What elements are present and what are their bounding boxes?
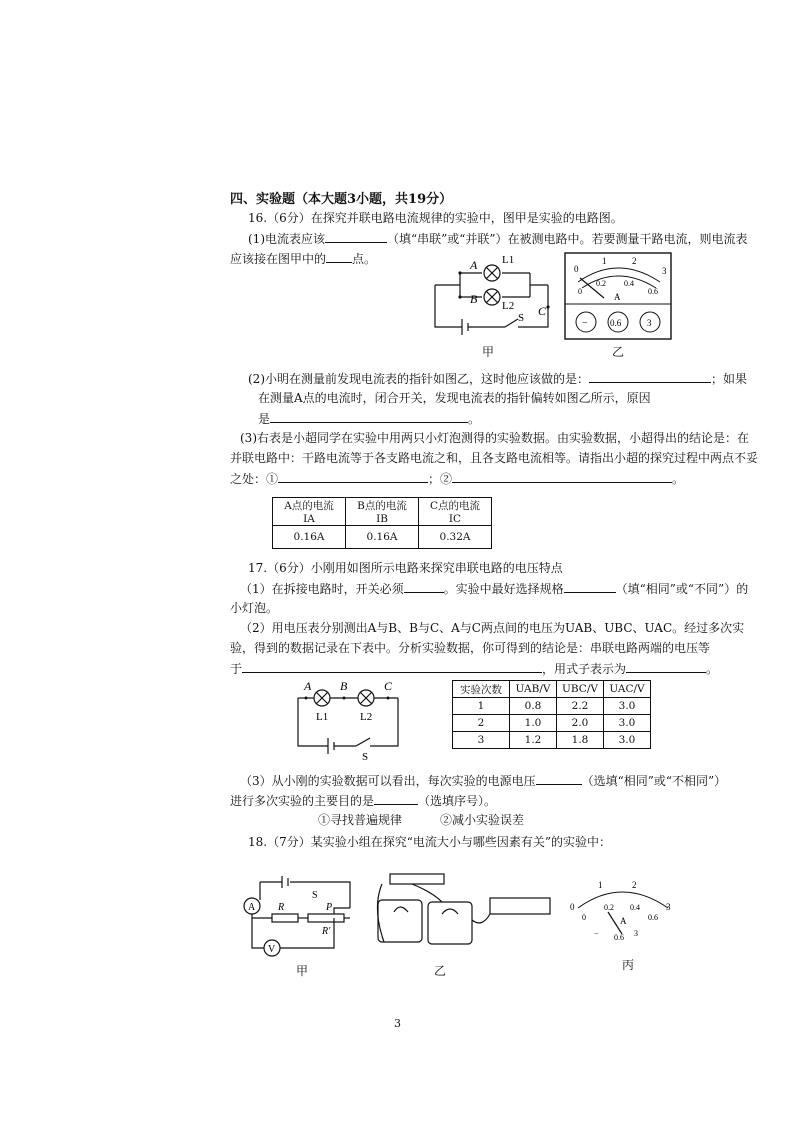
q17-option-2: ②减小实验误差 xyxy=(440,813,525,827)
q17-blank-4[interactable] xyxy=(626,660,706,673)
ammeter-bottom-3: 0.6 xyxy=(648,287,658,296)
q17-label-a: A xyxy=(304,679,312,693)
table-header-row xyxy=(273,498,492,526)
table-header-cell: UAC/V xyxy=(604,681,651,698)
table-cell: 2.2 xyxy=(557,698,604,715)
table-cell: 0.16A xyxy=(273,526,346,549)
table-cell: 3 xyxy=(453,732,510,749)
meter-bottom-0: 0 xyxy=(582,913,586,922)
q16-blank-5[interactable] xyxy=(278,470,428,483)
q18-physical-setup-diagram xyxy=(372,868,562,956)
table-cell: 2 xyxy=(453,715,510,732)
table-row xyxy=(453,732,651,749)
q17-data-table xyxy=(452,680,651,749)
ammeter-bottom-0: 0 xyxy=(578,287,582,296)
q17-option-1: ①寻找普遍规律 xyxy=(318,813,403,827)
section-title: 四、实验题（本大题3小题，共19分） xyxy=(230,192,453,207)
ammeter-top-1: 1 xyxy=(602,256,607,266)
meter-top-3: 3 xyxy=(666,902,671,912)
q16-part1-cont: 应该接在图甲中的 点。 xyxy=(230,252,377,266)
q16-fig-yi-caption: 乙 xyxy=(612,345,625,359)
ammeter-bottom-1: 0.2 xyxy=(596,279,606,288)
table-cell: 1.0 xyxy=(510,715,557,732)
q18-resistor-label: R xyxy=(278,902,285,913)
table-cell: 2.0 xyxy=(557,715,604,732)
meter-terminal-3: 3 xyxy=(634,929,638,938)
q17-part2: （2）用电压表分别测出A与B、B与C、A与C两点间的电压为UAB、UBC、UAC。经过多次实 xyxy=(240,621,745,635)
table-header-cell: C点的电流 IC xyxy=(419,498,492,526)
q17-blank-2[interactable] xyxy=(564,580,616,593)
meter-top-2: 2 xyxy=(632,880,637,890)
meter-bottom-1: 0.2 xyxy=(604,903,614,912)
q18-meter-diagram xyxy=(568,874,678,944)
q17-part1: （1）在拆接电路时，开关必须 。实验中最好选择规格 （填“相同”或“不同”）的 xyxy=(240,582,749,596)
q16-blank-4[interactable] xyxy=(270,410,468,423)
q18-fig-yi-caption: 乙 xyxy=(434,964,447,978)
q17-intro: 17.（6分）小刚用如图所示电路来探究串联电路的电压特点 xyxy=(248,561,563,575)
q16-part2-reason: 是 。 xyxy=(258,412,481,426)
q18-ammeter-label: A xyxy=(248,902,256,913)
ammeter-top-2: 2 xyxy=(632,256,637,266)
table-row xyxy=(453,715,651,732)
ammeter-top-0: 0 xyxy=(574,264,579,274)
table-header-cell: 实验次数 xyxy=(453,681,510,698)
q17-blank-5[interactable] xyxy=(536,772,582,785)
table-cell: 1.8 xyxy=(557,732,604,749)
q16-fig-jia-caption: 甲 xyxy=(482,345,495,359)
q18-intro: 18.（7分）某实验小组在探究“电流大小与哪些因素有关”的实验中： xyxy=(248,835,611,849)
meter-top-0: 0 xyxy=(570,902,575,912)
q18-rheostat-label: R′ xyxy=(322,926,331,937)
meter-terminal-neg: − xyxy=(594,929,599,938)
meter-bottom-3: 0.6 xyxy=(648,913,658,922)
q16-intro: 16.（6分）在探究并联电路电流规律的实验中，图甲是实验的电路图。 xyxy=(248,211,623,225)
q17-label-s: S xyxy=(362,751,369,763)
table-cell: 0.32A xyxy=(419,526,492,549)
q18-switch-label: S xyxy=(312,890,318,901)
q16-label-b: B xyxy=(470,292,478,306)
q17-part1-cont: 小灯泡。 xyxy=(230,601,279,615)
q16-blank-3[interactable] xyxy=(589,370,711,383)
table-cell: 0.16A xyxy=(346,526,419,549)
q16-blank-6[interactable] xyxy=(452,470,672,483)
q17-blank-3[interactable] xyxy=(242,660,542,673)
q16-label-c: C xyxy=(538,304,547,318)
ammeter-terminal-06: 0.6 xyxy=(610,318,622,328)
table-cell: 1 xyxy=(453,698,510,715)
table-cell: 1.2 xyxy=(510,732,557,749)
q18-fig-jia-caption: 甲 xyxy=(296,964,309,978)
q16-label-l2: L2 xyxy=(502,300,515,312)
q16-circuit-diagram xyxy=(430,255,560,335)
table-cell: 3.0 xyxy=(604,698,651,715)
q16-blank-1[interactable] xyxy=(325,230,387,243)
ammeter-terminal-neg: − xyxy=(582,318,588,329)
q16-part3: (3)右表是小超同学在实验中用两只小灯泡测得的实验数据。由实验数据，小超得出的结论是：在 xyxy=(240,431,750,445)
q18-fig-bing-caption: 丙 xyxy=(622,958,635,972)
q16-part3-cont: 并联电路中：干路电流等于各支路电流之和，且各支路电流相等。请指出小超的探究过程中两点不妥 xyxy=(230,451,759,465)
q16-blank-2[interactable] xyxy=(326,250,352,263)
table-header-cell: A点的电流 IA xyxy=(273,498,346,526)
q17-part2-cont: 验，得到的数据记录在下表中。分析实验数据，你可得到的结论是：串联电路两端的电压等 xyxy=(230,641,711,655)
q16-part1: (1)电流表应该 （填“串联”或“并联”）在被测电路中。若要测量干路电流，则电流表 xyxy=(248,232,748,246)
q17-part2-blanks: 于 ，用式子表示为 。 xyxy=(230,662,719,676)
q17-part3-cont: 进行多次实验的主要目的是 （选填序号）。 xyxy=(230,794,497,808)
ammeter-unit: A xyxy=(614,292,621,302)
table-cell: 3.0 xyxy=(604,732,651,749)
q16-part2: (2)小明在测量前发现电流表的指针如图乙，这时他应该做的是： ；如果 xyxy=(248,372,748,386)
ammeter-terminal-3: 3 xyxy=(647,318,652,328)
q17-blank-6[interactable] xyxy=(374,792,418,805)
table-row xyxy=(453,698,651,715)
q16-data-table xyxy=(272,497,492,549)
table-row xyxy=(273,526,492,549)
page-number: 3 xyxy=(394,1017,401,1030)
q16-label-a: A xyxy=(470,258,478,272)
q16-ammeter-diagram xyxy=(564,252,672,340)
q16-label-l1: L1 xyxy=(502,254,515,266)
q17-label-c: C xyxy=(384,679,393,693)
table-cell: 0.8 xyxy=(510,698,557,715)
table-header-cell: UBC/V xyxy=(557,681,604,698)
meter-unit: A xyxy=(620,916,627,926)
meter-terminal-06: 0.6 xyxy=(614,933,624,942)
q18-circuit-diagram xyxy=(238,872,358,958)
table-header-row xyxy=(453,681,651,698)
q17-blank-1[interactable] xyxy=(404,580,444,593)
table-header-cell: B点的电流 IB xyxy=(346,498,419,526)
ammeter-bottom-2: 0.4 xyxy=(624,279,634,288)
q16-label-s: S xyxy=(518,312,525,324)
meter-bottom-2: 0.4 xyxy=(630,903,640,912)
q18-voltmeter-label: V xyxy=(268,944,276,955)
q17-label-b: B xyxy=(340,679,348,693)
q17-circuit-diagram xyxy=(294,679,404,763)
q17-part3: （3）从小刚的实验数据可以看出，每次实验的电源电压 （选填“相同”或“不相同”） xyxy=(240,774,727,788)
q18-slider-label: P xyxy=(326,902,333,913)
table-cell: 3.0 xyxy=(604,715,651,732)
q17-label-l1: L1 xyxy=(316,711,329,723)
meter-top-1: 1 xyxy=(598,880,603,890)
table-header-cell: UAB/V xyxy=(510,681,557,698)
q16-part3-blanks: 之处：① ；② 。 xyxy=(230,472,685,486)
q16-part2-cont: 在测量A点的电流时，闭合开关，发现电流表的指针偏转如图乙所示，原因 xyxy=(258,391,651,405)
q17-label-l2: L2 xyxy=(360,711,373,723)
ammeter-top-3: 3 xyxy=(662,266,667,276)
